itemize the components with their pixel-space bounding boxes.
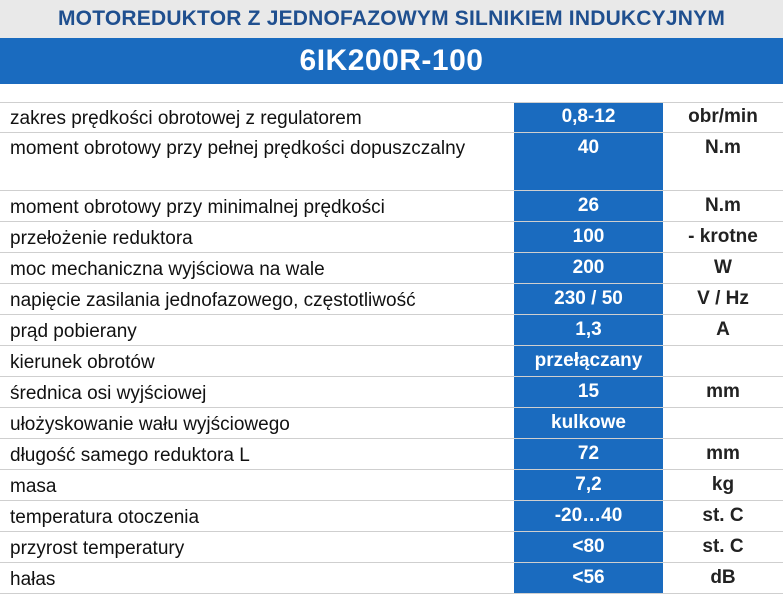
spec-unit: V / Hz [697, 288, 749, 309]
spec-unit: mm [706, 381, 740, 402]
spec-header [0, 0, 783, 38]
spec-unit: W [714, 257, 732, 278]
spec-unit: - krotne [688, 226, 758, 247]
spec-unit: N.m [705, 137, 741, 158]
spec-label: moc mechaniczna wyjściowa na wale [10, 259, 325, 280]
model-name: 6IK200R-100 [299, 44, 484, 77]
spec-label: długość samego reduktora L [10, 445, 250, 466]
spec-row-gear-ratio [0, 222, 783, 253]
product-category-title: MOTOREDUKTOR Z JEDNOFAZOWYM SILNIKIEM INDUKCYJNYM [57, 7, 726, 30]
spec-label: napięcie zasilania jednofazowego, częstotliwość [10, 290, 416, 311]
spec-row-power [0, 253, 783, 284]
spec-unit [663, 408, 783, 439]
spec-value: <80 [514, 532, 663, 563]
spec-unit: N.m [705, 195, 741, 216]
spec-label: moment obrotowy przy minimalnej prędkości [10, 197, 385, 218]
spec-table [0, 102, 783, 594]
spec-unit: st. C [702, 536, 744, 557]
spec-unit: A [716, 319, 730, 340]
spec-value: 26 [514, 191, 663, 222]
spec-row-voltage-frequency [0, 284, 783, 315]
spec-value: 72 [514, 439, 663, 470]
spec-unit: obr/min [688, 106, 758, 127]
spec-row-ambient-temp [0, 501, 783, 532]
spec-label: prąd pobierany [10, 321, 137, 342]
spec-label: zakres prędkości obrotowej z regulatorem [10, 108, 362, 129]
spec-value: 200 [514, 253, 663, 284]
spec-row-torque-full-speed [0, 133, 783, 191]
spec-label: średnica osi wyjściowej [10, 383, 207, 404]
spec-row-bearings [0, 408, 783, 439]
model-banner [0, 38, 783, 84]
spec-row-reducer-length [0, 439, 783, 470]
spec-label: moment obrotowy przy pełnej prędkości dopuszczalny [10, 138, 466, 159]
spec-label: masa [10, 476, 57, 497]
spec-unit: st. C [702, 505, 744, 526]
spec-row-speed-range [0, 102, 783, 133]
spec-value: 15 [514, 377, 663, 408]
spec-label: ułożyskowanie wału wyjściowego [10, 414, 290, 435]
spec-value: 230 / 50 [514, 284, 663, 315]
spec-value: 7,2 [514, 470, 663, 501]
spec-value: przełączany [514, 346, 663, 377]
spec-value: 0,8-12 [514, 102, 663, 133]
spec-row-current [0, 315, 783, 346]
spec-label: temperatura otoczenia [10, 507, 200, 528]
spec-label: kierunek obrotów [10, 352, 155, 373]
spec-value: kulkowe [514, 408, 663, 439]
spec-unit: kg [711, 474, 735, 495]
spec-label: przyrost temperatury [10, 538, 185, 559]
spec-row-temp-rise [0, 532, 783, 563]
spec-row-torque-min-speed [0, 191, 783, 222]
spec-unit [663, 346, 783, 377]
spec-value: -20…40 [514, 501, 663, 532]
spec-row-direction [0, 346, 783, 377]
spec-value: <56 [514, 563, 663, 594]
spec-label: hałas [10, 569, 56, 590]
spec-unit: mm [706, 443, 740, 464]
spec-row-mass [0, 470, 783, 501]
spec-row-noise [0, 563, 783, 594]
spec-value: 1,3 [514, 315, 663, 346]
spec-unit: dB [710, 567, 736, 588]
spec-label: przełożenie reduktora [10, 228, 193, 249]
spec-value: 100 [514, 222, 663, 253]
spec-value: 40 [514, 133, 663, 191]
spec-row-shaft-diameter [0, 377, 783, 408]
